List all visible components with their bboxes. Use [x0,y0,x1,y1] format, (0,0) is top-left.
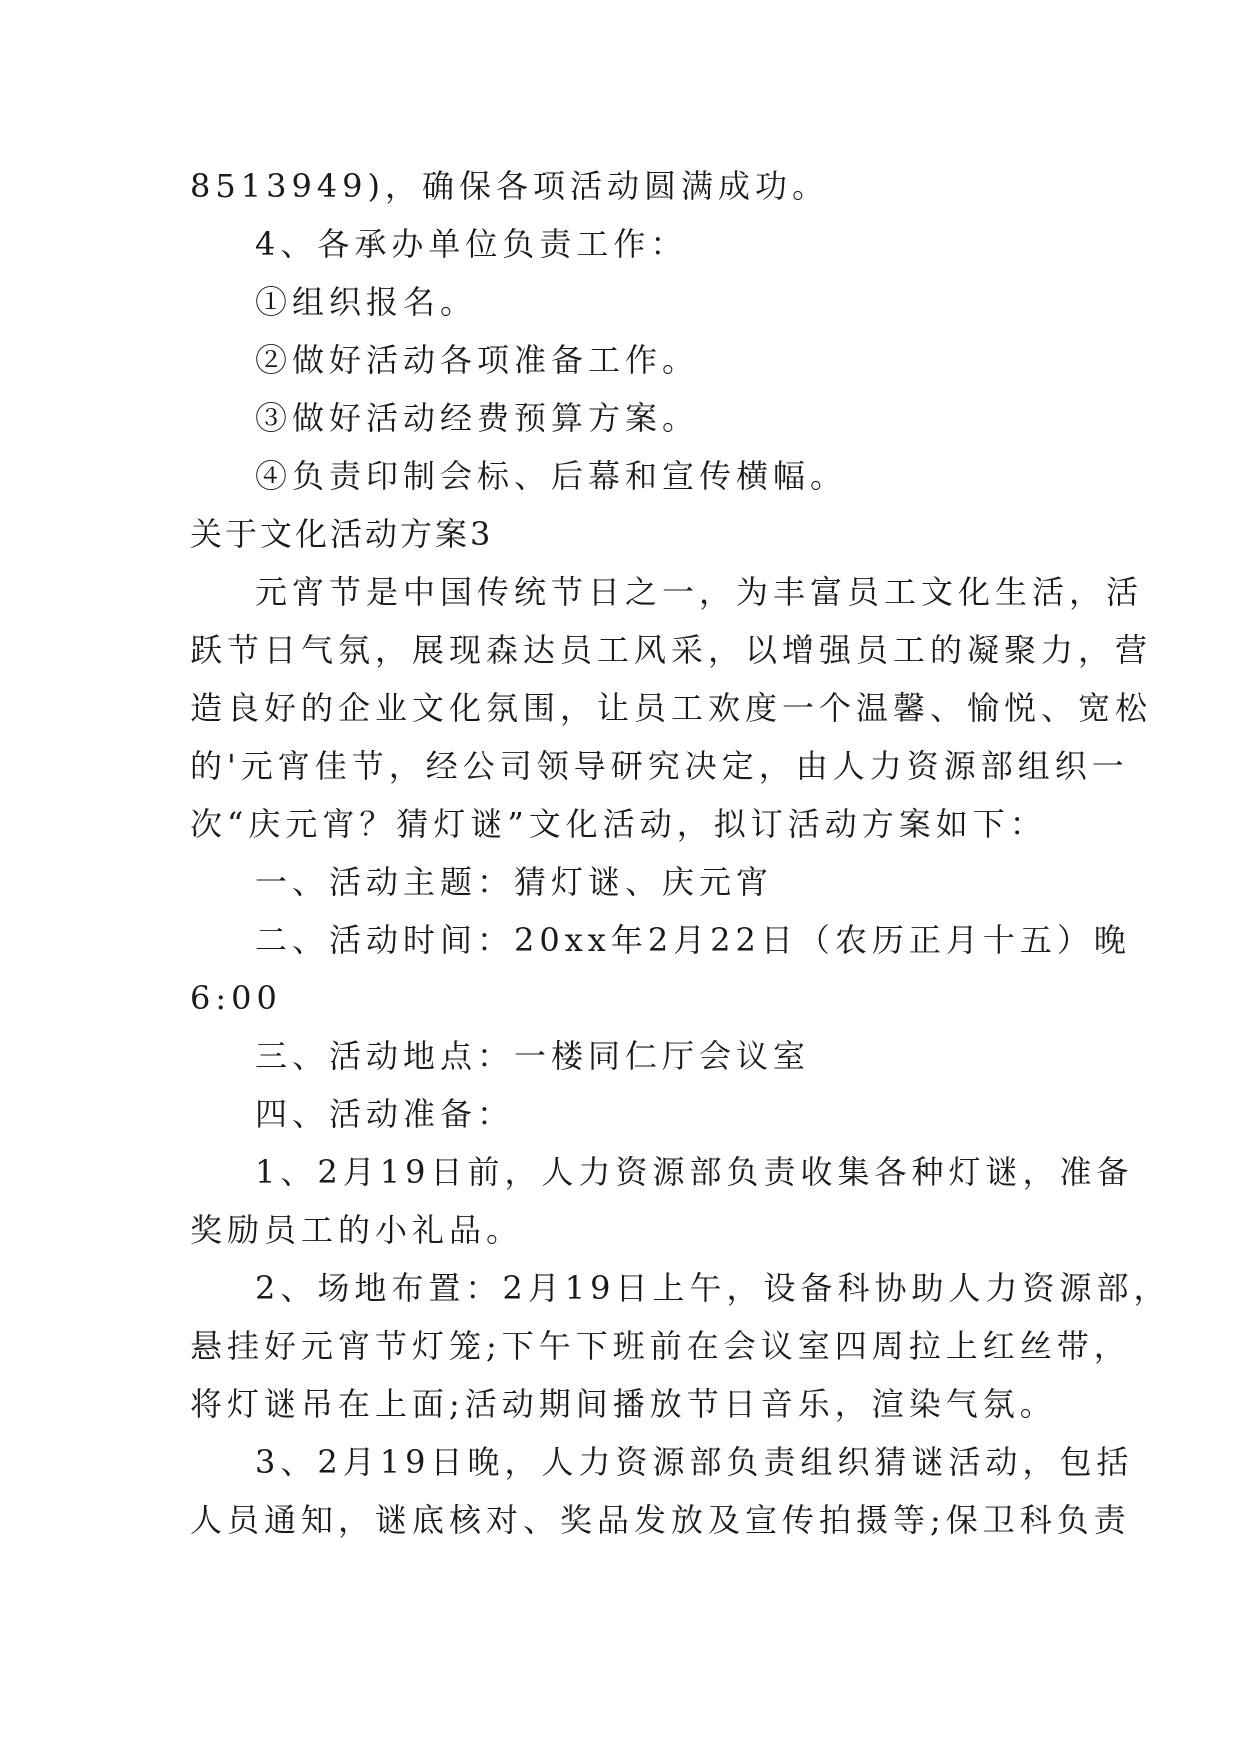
paragraph-line: 元宵节是中国传统节日之一，为丰富员工文化生活，活 [255,573,1144,611]
text-line-time-cont: 6:00 [190,979,282,1017]
text-line-sub-2: ②做好活动各项准备工作。 [255,341,700,379]
text-line-location: 三、活动地点：一楼同仁厅会议室 [255,1037,811,1075]
text-line-prep-3-cont: 人员通知，谜底核对、奖品发放及宣传拍摄等;保卫科负责 [190,1501,1131,1539]
text-line-prep-2-cont: 将灯谜吊在上面;活动期间播放节日音乐，渲染气氛。 [190,1385,1057,1423]
text-line-item-4: 4、各承办单位负责工作： [255,225,688,263]
text-line-prep-3: 3、2月19日晚，人力资源部负责组织猜谜活动，包括 [255,1443,1134,1481]
text-line-continuation: 8513949)，确保各项活动圆满成功。 [190,167,830,205]
text-line-prep-2-cont: 悬挂好元宵节灯笼;下午下班前在会议室四周拉上红丝带， [190,1327,1131,1365]
text-line-sub-1: ①组织报名。 [255,283,478,321]
text-line-theme: 一、活动主题：猜灯谜、庆元宵 [255,863,774,901]
paragraph-line: 跃节日气氛，展现森达员工风采，以增强员工的凝聚力，营 [190,631,1153,669]
paragraph-line: 次“庆元宵？猜灯谜”文化活动，拟订活动方案如下： [190,805,1047,843]
text-line-time: 二、活动时间：20xx年2月22日（农历正月十五）晚 [255,921,1131,959]
text-line-prep-2: 2、场地布置：2月19日上午，设备科协助人力资源部， [255,1269,1171,1307]
text-line-sub-3: ③做好活动经费预算方案。 [255,399,700,437]
text-line-prep-1-cont: 奖励员工的小礼品。 [190,1211,524,1249]
paragraph-line: 造良好的企业文化氛围，让员工欢度一个温馨、愉悦、宽松 [190,689,1153,727]
paragraph-line: 的'元宵佳节，经公司领导研究决定，由人力资源部组织一 [190,747,1129,785]
text-line-preparation: 四、活动准备： [255,1095,515,1133]
section-heading: 关于文化活动方案3 [190,515,494,553]
text-line-sub-4: ④负责印制会标、后幕和宣传横幅。 [255,457,848,495]
text-line-prep-1: 1、2月19日前，人力资源部负责收集各种灯谜，准备 [255,1153,1134,1191]
